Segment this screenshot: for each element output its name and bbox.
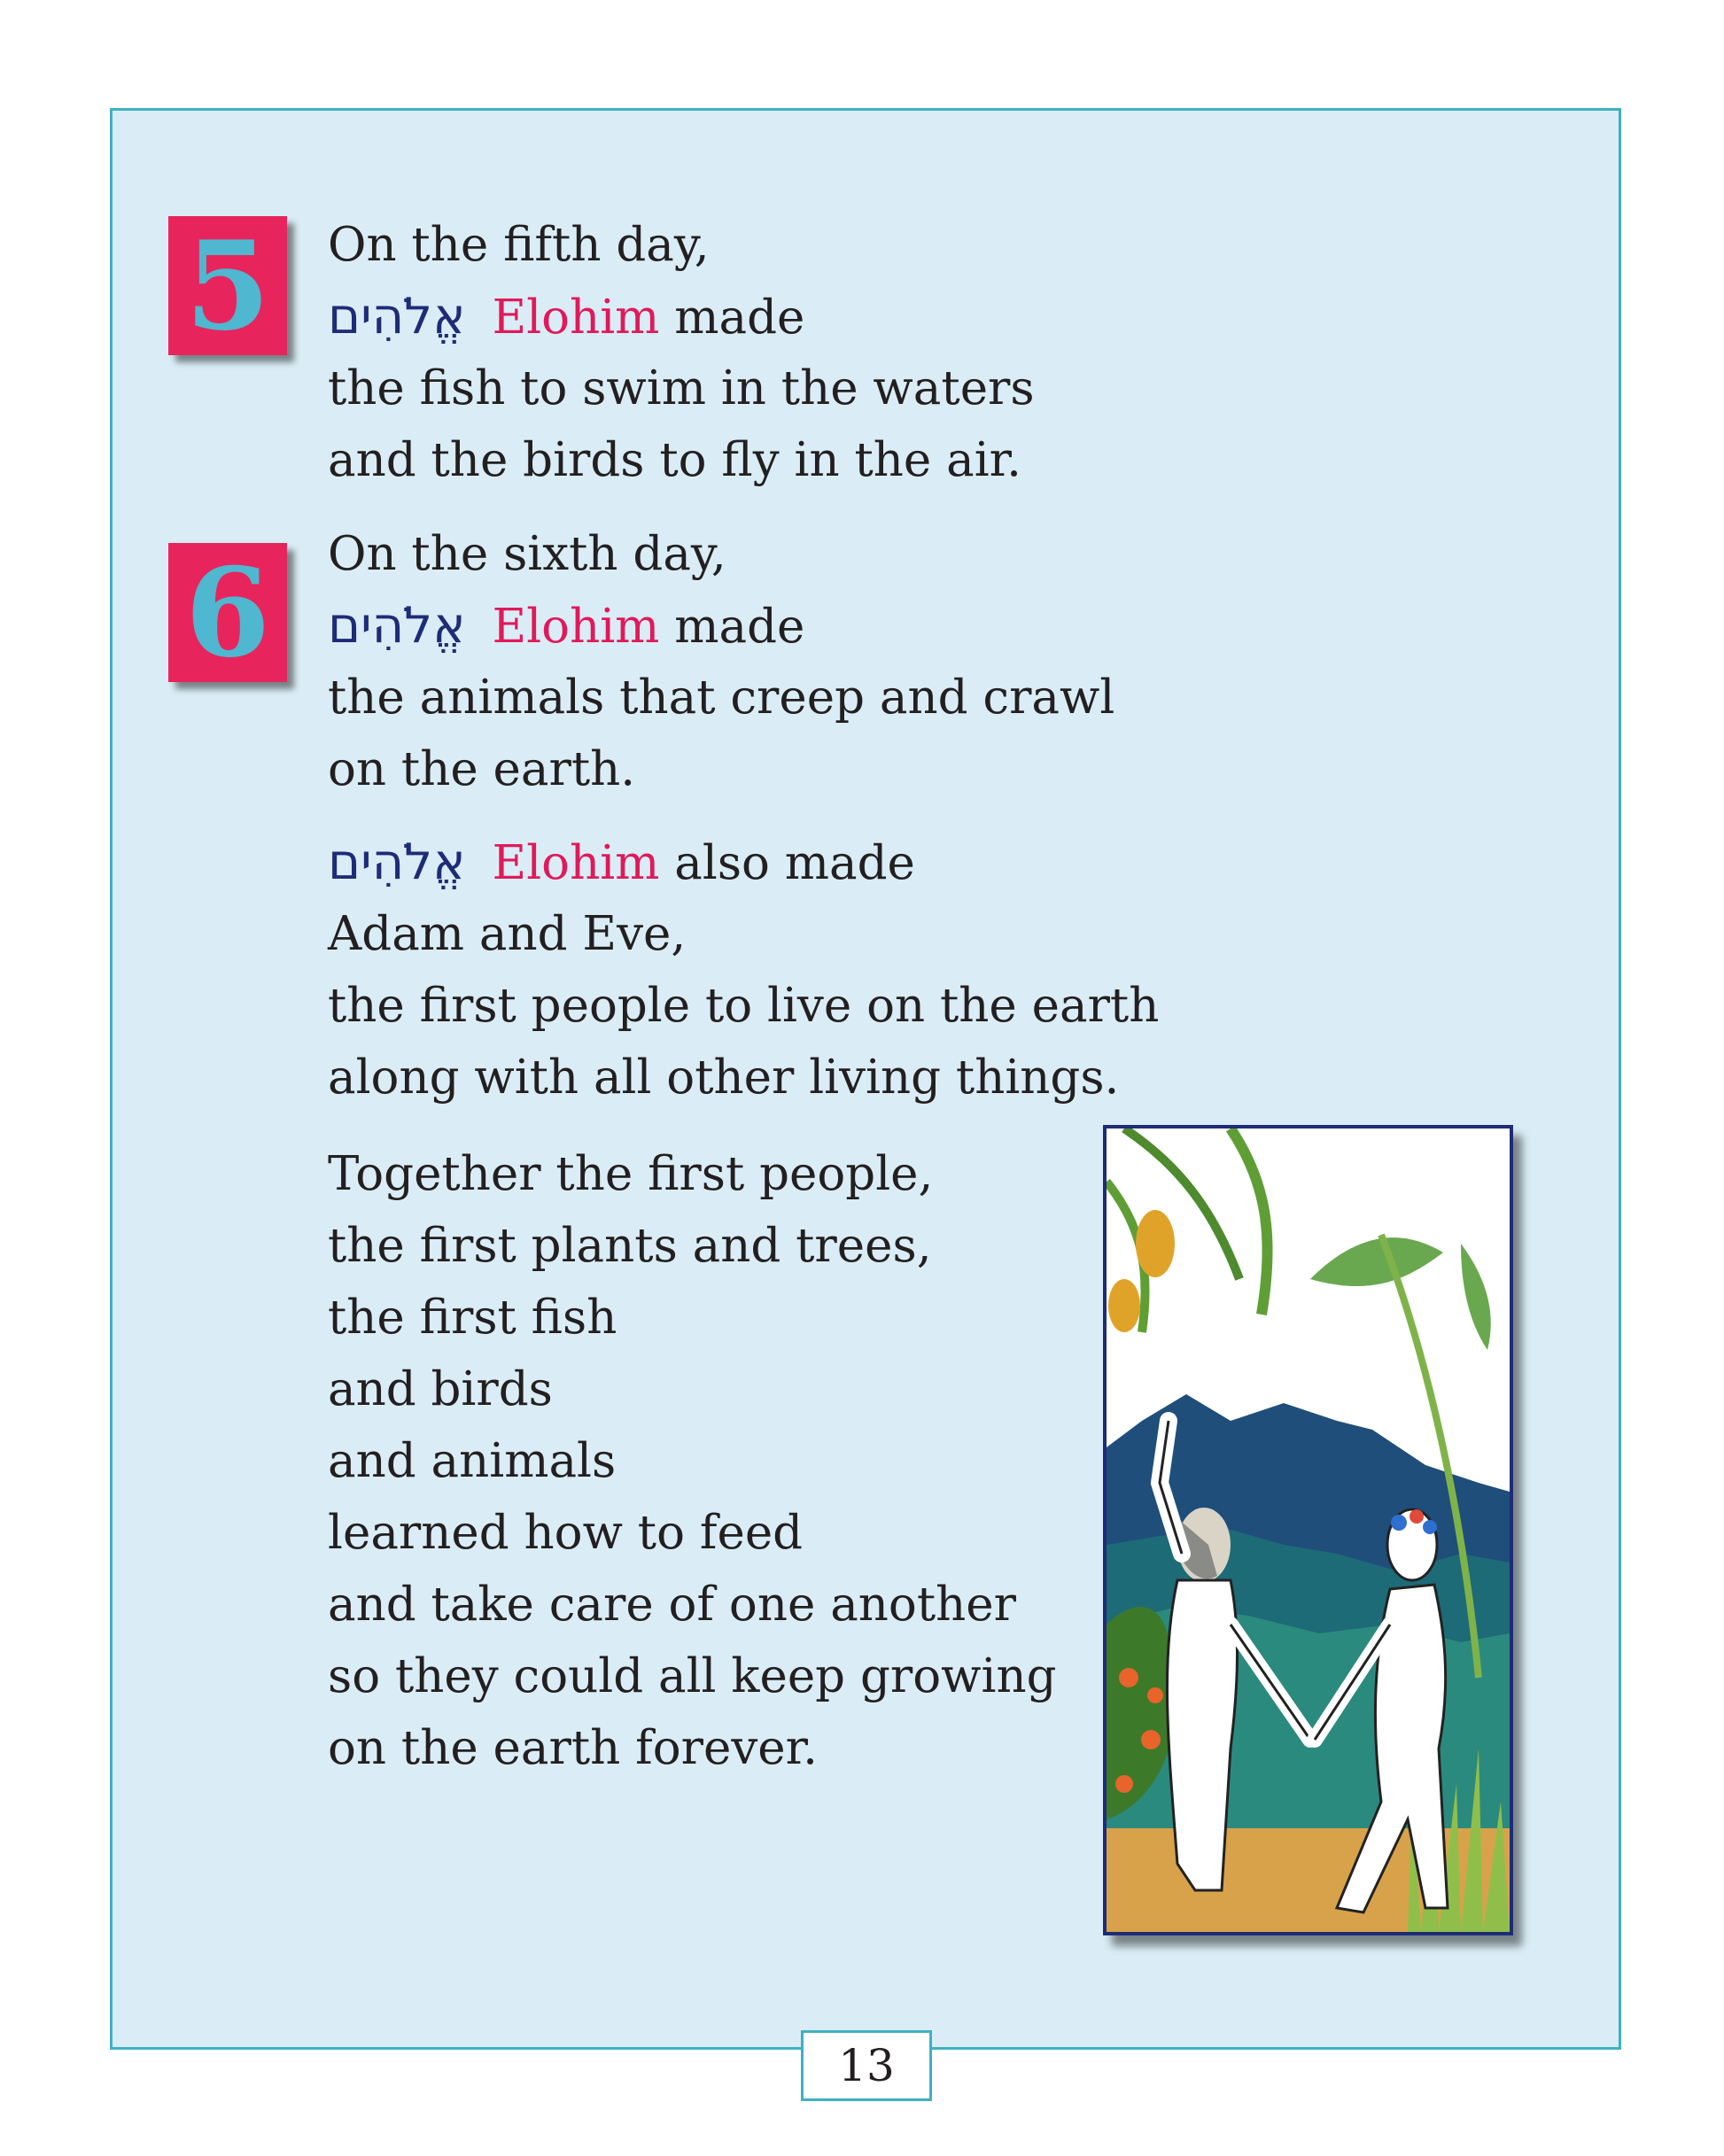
day-5-line-1: On the fifth day, <box>328 218 710 272</box>
adam-eve-line-2: Adam and Eve, <box>328 907 687 961</box>
garden-illustration <box>1103 1125 1513 1935</box>
page-number: 13 <box>801 2030 932 2101</box>
together-line: on the earth forever. <box>328 1721 819 1775</box>
day-5-line-2-rest: made <box>659 291 805 345</box>
day-5-number: 5 <box>184 213 271 358</box>
together-text <box>328 1138 1057 1784</box>
adam-eve-line-4: along with all other living things. <box>328 1051 1120 1105</box>
adam-and-eve-picture <box>1107 1128 1510 1932</box>
day-6-number: 6 <box>184 539 271 685</box>
elohim-word: Elohim <box>492 836 660 890</box>
together-line: learned how to feed <box>328 1506 804 1560</box>
day-5-badge <box>168 213 287 358</box>
together-line: the first plants and trees, <box>328 1219 932 1273</box>
adam-eve-line-1-rest: also made <box>659 836 915 890</box>
elohim-word: Elohim <box>492 291 660 345</box>
hebrew-elohim: אֱלֹהִים <box>328 834 466 891</box>
hebrew-elohim: אֱלֹהִים <box>328 597 466 655</box>
day-6-line-4: on the earth. <box>328 742 636 796</box>
day-6-line-2-rest: made <box>659 600 805 654</box>
together-line: and take care of one another <box>328 1578 1016 1632</box>
adam-eve-line-1 <box>328 826 1159 898</box>
adam-eve-text <box>328 826 1159 1113</box>
together-line: Together the first people, <box>328 1147 934 1201</box>
together-line: so they could all keep growing <box>328 1649 1057 1703</box>
day-6-badge <box>168 539 287 685</box>
day-6-line-2 <box>328 590 1114 662</box>
day-6-line-1: On the sixth day, <box>328 527 726 581</box>
together-line: and birds <box>328 1362 553 1416</box>
hebrew-elohim: אֱלֹהִים <box>328 288 466 345</box>
together-line: the first fish <box>328 1291 617 1345</box>
together-line: and animals <box>328 1434 617 1488</box>
day-5-line-2 <box>328 281 1035 353</box>
day-5-line-4: and the birds to fly in the air. <box>328 433 1022 487</box>
day-6-text <box>328 518 1114 805</box>
adam-eve-line-3: the first people to live on the earth <box>328 979 1160 1033</box>
day-6-line-3: the animals that creep and crawl <box>328 671 1115 725</box>
elohim-word: Elohim <box>492 600 660 654</box>
day-5-text <box>328 209 1035 496</box>
day-5-line-3: the fish to swim in the waters <box>328 361 1035 415</box>
